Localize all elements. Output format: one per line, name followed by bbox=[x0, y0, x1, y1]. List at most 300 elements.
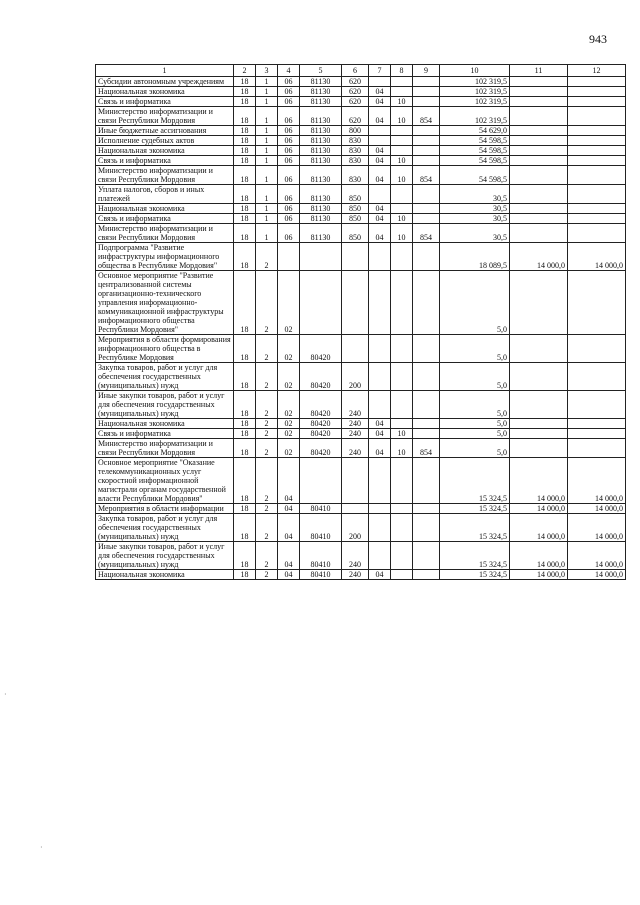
cell-name: Мероприятия в области формирования информационного общества в Республике Мордовия bbox=[96, 335, 234, 363]
cell-subsection bbox=[391, 391, 413, 419]
cell-ved: 18 bbox=[234, 87, 256, 97]
cell-direction: 80420 bbox=[300, 363, 342, 391]
cell-ved: 18 bbox=[234, 136, 256, 146]
cell-event: 06 bbox=[278, 126, 300, 136]
cell-subsection bbox=[391, 77, 413, 87]
cell-name: Министерство информатизации и связи Республики Мордовия bbox=[96, 107, 234, 126]
cell-section: 04 bbox=[369, 214, 391, 224]
cell-event: 02 bbox=[278, 419, 300, 429]
cell-name: Национальная экономика bbox=[96, 146, 234, 156]
cell-amount-year2 bbox=[510, 87, 568, 97]
cell-amount-year3: 14 000,0 bbox=[568, 243, 626, 271]
column-header: 2 bbox=[234, 65, 256, 77]
cell-amount-year1: 54 598,5 bbox=[440, 166, 510, 185]
cell-expense-type: 830 bbox=[342, 136, 369, 146]
cell-section: 04 bbox=[369, 429, 391, 439]
cell-event: 06 bbox=[278, 214, 300, 224]
cell-name: Основное мероприятие "Оказание телекоммуникационных услуг скоростной информационной магистрали органам государственной власти Республики Мордовия" bbox=[96, 458, 234, 504]
cell-amount-year3: 14 000,0 bbox=[568, 542, 626, 570]
cell-section: 04 bbox=[369, 146, 391, 156]
cell-amount-year1: 5,0 bbox=[440, 419, 510, 429]
cell-amount-year3 bbox=[568, 185, 626, 204]
cell-expense-type: 240 bbox=[342, 542, 369, 570]
cell-section bbox=[369, 458, 391, 504]
cell-amount-year3 bbox=[568, 87, 626, 97]
cell-expense-type: 240 bbox=[342, 439, 369, 458]
cell-event: 02 bbox=[278, 429, 300, 439]
cell-subprogram: 1 bbox=[256, 166, 278, 185]
table-row bbox=[96, 458, 626, 504]
table-row bbox=[96, 166, 626, 185]
cell-expense-type: 850 bbox=[342, 204, 369, 214]
cell-amount-year1: 102 319,5 bbox=[440, 97, 510, 107]
cell-ministry-code bbox=[413, 204, 440, 214]
cell-amount-year2 bbox=[510, 107, 568, 126]
cell-subsection bbox=[391, 126, 413, 136]
cell-section: 04 bbox=[369, 204, 391, 214]
cell-ved: 18 bbox=[234, 363, 256, 391]
cell-amount-year1: 5,0 bbox=[440, 335, 510, 363]
cell-section: 04 bbox=[369, 224, 391, 243]
cell-subsection bbox=[391, 458, 413, 504]
cell-ministry-code bbox=[413, 419, 440, 429]
cell-subsection: 10 bbox=[391, 97, 413, 107]
cell-ved: 18 bbox=[234, 204, 256, 214]
table-row bbox=[96, 185, 626, 204]
column-header: 1 bbox=[96, 65, 234, 77]
cell-direction: 80410 bbox=[300, 514, 342, 542]
table-row bbox=[96, 271, 626, 335]
cell-event: 04 bbox=[278, 514, 300, 542]
cell-amount-year1: 15 324,5 bbox=[440, 514, 510, 542]
cell-subprogram: 2 bbox=[256, 542, 278, 570]
cell-ministry-code bbox=[413, 271, 440, 335]
cell-amount-year2 bbox=[510, 126, 568, 136]
cell-direction: 80420 bbox=[300, 439, 342, 458]
cell-amount-year1: 54 598,5 bbox=[440, 156, 510, 166]
cell-ved: 18 bbox=[234, 126, 256, 136]
cell-direction: 81130 bbox=[300, 214, 342, 224]
cell-expense-type bbox=[342, 335, 369, 363]
cell-direction bbox=[300, 243, 342, 271]
cell-amount-year1: 5,0 bbox=[440, 439, 510, 458]
cell-amount-year3: 14 000,0 bbox=[568, 570, 626, 580]
cell-subsection: 10 bbox=[391, 107, 413, 126]
cell-subsection bbox=[391, 185, 413, 204]
cell-section: 04 bbox=[369, 156, 391, 166]
cell-amount-year1: 15 324,5 bbox=[440, 570, 510, 580]
cell-subprogram: 2 bbox=[256, 335, 278, 363]
cell-ved: 18 bbox=[234, 156, 256, 166]
cell-amount-year2: 14 000,0 bbox=[510, 458, 568, 504]
cell-expense-type: 620 bbox=[342, 107, 369, 126]
cell-amount-year1: 5,0 bbox=[440, 429, 510, 439]
cell-subprogram: 2 bbox=[256, 419, 278, 429]
table-row bbox=[96, 136, 626, 146]
cell-expense-type: 240 bbox=[342, 429, 369, 439]
cell-section: 04 bbox=[369, 419, 391, 429]
table-row bbox=[96, 146, 626, 156]
cell-direction: 80410 bbox=[300, 570, 342, 580]
cell-name: Министерство информатизации и связи Республики Мордовия bbox=[96, 224, 234, 243]
cell-name: Национальная экономика bbox=[96, 419, 234, 429]
cell-ministry-code bbox=[413, 514, 440, 542]
cell-ved: 18 bbox=[234, 335, 256, 363]
cell-direction: 81130 bbox=[300, 146, 342, 156]
cell-ved: 18 bbox=[234, 514, 256, 542]
cell-section bbox=[369, 185, 391, 204]
cell-name: Национальная экономика bbox=[96, 204, 234, 214]
cell-expense-type: 620 bbox=[342, 97, 369, 107]
cell-subprogram: 1 bbox=[256, 107, 278, 126]
cell-expense-type bbox=[342, 271, 369, 335]
cell-name: Закупка товаров, работ и услуг для обеспечения государственных (муниципальных) нужд bbox=[96, 514, 234, 542]
cell-expense-type: 850 bbox=[342, 224, 369, 243]
cell-amount-year2: 14 000,0 bbox=[510, 504, 568, 514]
cell-subsection: 10 bbox=[391, 439, 413, 458]
cell-event: 02 bbox=[278, 271, 300, 335]
cell-expense-type: 800 bbox=[342, 126, 369, 136]
cell-expense-type: 850 bbox=[342, 214, 369, 224]
cell-ministry-code bbox=[413, 87, 440, 97]
table-row bbox=[96, 214, 626, 224]
cell-subsection: 10 bbox=[391, 156, 413, 166]
cell-section bbox=[369, 126, 391, 136]
cell-event: 04 bbox=[278, 570, 300, 580]
cell-subsection bbox=[391, 146, 413, 156]
cell-direction: 81130 bbox=[300, 97, 342, 107]
cell-direction: 81130 bbox=[300, 126, 342, 136]
column-header: 12 bbox=[568, 65, 626, 77]
cell-subprogram: 1 bbox=[256, 156, 278, 166]
cell-expense-type: 620 bbox=[342, 87, 369, 97]
cell-amount-year3 bbox=[568, 363, 626, 391]
cell-subsection bbox=[391, 204, 413, 214]
cell-ministry-code bbox=[413, 146, 440, 156]
margin-mark: · bbox=[4, 690, 7, 699]
cell-amount-year2: 14 000,0 bbox=[510, 243, 568, 271]
cell-event: 06 bbox=[278, 107, 300, 126]
cell-subprogram: 2 bbox=[256, 458, 278, 504]
cell-amount-year1: 15 324,5 bbox=[440, 504, 510, 514]
cell-section: 04 bbox=[369, 166, 391, 185]
cell-name: Национальная экономика bbox=[96, 87, 234, 97]
cell-subprogram: 2 bbox=[256, 504, 278, 514]
cell-ministry-code bbox=[413, 185, 440, 204]
cell-amount-year2 bbox=[510, 429, 568, 439]
table-row bbox=[96, 504, 626, 514]
cell-expense-type bbox=[342, 504, 369, 514]
cell-ministry-code bbox=[413, 243, 440, 271]
cell-section: 04 bbox=[369, 439, 391, 458]
cell-direction bbox=[300, 271, 342, 335]
cell-subprogram: 2 bbox=[256, 391, 278, 419]
cell-amount-year2 bbox=[510, 391, 568, 419]
cell-expense-type: 240 bbox=[342, 419, 369, 429]
cell-event: 04 bbox=[278, 504, 300, 514]
cell-event: 06 bbox=[278, 146, 300, 156]
cell-direction: 80420 bbox=[300, 335, 342, 363]
cell-ministry-code bbox=[413, 136, 440, 146]
cell-name: Национальная экономика bbox=[96, 570, 234, 580]
cell-name: Закупка товаров, работ и услуг для обеспечения государственных (муниципальных) нужд bbox=[96, 363, 234, 391]
page-number: 943 bbox=[589, 32, 607, 46]
cell-ved: 18 bbox=[234, 107, 256, 126]
cell-ministry-code bbox=[413, 542, 440, 570]
table-row bbox=[96, 419, 626, 429]
cell-amount-year3 bbox=[568, 429, 626, 439]
cell-amount-year2 bbox=[510, 224, 568, 243]
cell-subprogram: 1 bbox=[256, 214, 278, 224]
cell-ministry-code: 854 bbox=[413, 224, 440, 243]
cell-event: 02 bbox=[278, 335, 300, 363]
cell-name: Основное мероприятие "Развитие централизованной системы организационно-технического управления информационно-коммуникационной инфраструктуры информационного общества Республики Мордовия" bbox=[96, 271, 234, 335]
cell-subsection: 10 bbox=[391, 224, 413, 243]
cell-amount-year3 bbox=[568, 166, 626, 185]
cell-ved: 18 bbox=[234, 542, 256, 570]
cell-subsection bbox=[391, 504, 413, 514]
cell-expense-type: 830 bbox=[342, 156, 369, 166]
table-row bbox=[96, 570, 626, 580]
cell-amount-year1: 5,0 bbox=[440, 363, 510, 391]
table-row bbox=[96, 77, 626, 87]
cell-amount-year2: 14 000,0 bbox=[510, 514, 568, 542]
cell-direction bbox=[300, 458, 342, 504]
cell-amount-year1: 54 629,0 bbox=[440, 126, 510, 136]
cell-name: Министерство информатизации и связи Республики Мордовия bbox=[96, 439, 234, 458]
cell-amount-year1: 54 598,5 bbox=[440, 136, 510, 146]
cell-amount-year3 bbox=[568, 224, 626, 243]
cell-expense-type: 200 bbox=[342, 514, 369, 542]
cell-name: Иные бюджетные ассигнования bbox=[96, 126, 234, 136]
table-row bbox=[96, 204, 626, 214]
table-row bbox=[96, 126, 626, 136]
cell-direction: 81130 bbox=[300, 136, 342, 146]
cell-amount-year2 bbox=[510, 271, 568, 335]
cell-amount-year1: 15 324,5 bbox=[440, 542, 510, 570]
cell-ved: 18 bbox=[234, 77, 256, 87]
cell-ministry-code bbox=[413, 429, 440, 439]
cell-amount-year2 bbox=[510, 166, 568, 185]
cell-subprogram: 2 bbox=[256, 363, 278, 391]
cell-amount-year2 bbox=[510, 214, 568, 224]
cell-ved: 18 bbox=[234, 429, 256, 439]
cell-expense-type bbox=[342, 458, 369, 504]
cell-amount-year3: 14 000,0 bbox=[568, 514, 626, 542]
cell-ved: 18 bbox=[234, 391, 256, 419]
cell-amount-year3 bbox=[568, 136, 626, 146]
cell-expense-type: 850 bbox=[342, 185, 369, 204]
cell-ved: 18 bbox=[234, 166, 256, 185]
cell-amount-year3 bbox=[568, 214, 626, 224]
cell-amount-year3: 14 000,0 bbox=[568, 458, 626, 504]
cell-event: 04 bbox=[278, 542, 300, 570]
table-row bbox=[96, 429, 626, 439]
cell-ministry-code bbox=[413, 504, 440, 514]
column-header: 7 bbox=[369, 65, 391, 77]
cell-section bbox=[369, 542, 391, 570]
cell-amount-year1: 5,0 bbox=[440, 391, 510, 419]
cell-section bbox=[369, 243, 391, 271]
cell-amount-year1: 30,5 bbox=[440, 214, 510, 224]
cell-event: 06 bbox=[278, 97, 300, 107]
cell-ministry-code bbox=[413, 570, 440, 580]
cell-direction: 81130 bbox=[300, 107, 342, 126]
cell-name: Субсидии автономным учреждениям bbox=[96, 77, 234, 87]
cell-section bbox=[369, 136, 391, 146]
cell-name: Связь и информатика bbox=[96, 156, 234, 166]
cell-name: Уплата налогов, сборов и иных платежей bbox=[96, 185, 234, 204]
cell-ministry-code bbox=[413, 97, 440, 107]
cell-amount-year3 bbox=[568, 204, 626, 214]
cell-name: Министерство информатизации и связи Республики Мордовия bbox=[96, 166, 234, 185]
cell-subsection bbox=[391, 570, 413, 580]
column-header: 6 bbox=[342, 65, 369, 77]
column-header: 9 bbox=[413, 65, 440, 77]
cell-event: 02 bbox=[278, 391, 300, 419]
cell-section bbox=[369, 77, 391, 87]
cell-event: 06 bbox=[278, 185, 300, 204]
cell-subprogram: 1 bbox=[256, 224, 278, 243]
cell-ministry-code bbox=[413, 77, 440, 87]
table-row bbox=[96, 514, 626, 542]
cell-name: Исполнение судебных актов bbox=[96, 136, 234, 146]
cell-direction: 80420 bbox=[300, 391, 342, 419]
cell-ministry-code: 854 bbox=[413, 107, 440, 126]
table-row bbox=[96, 243, 626, 271]
table-row bbox=[96, 97, 626, 107]
cell-amount-year3 bbox=[568, 97, 626, 107]
cell-amount-year2 bbox=[510, 77, 568, 87]
cell-event: 06 bbox=[278, 166, 300, 185]
cell-event: 04 bbox=[278, 458, 300, 504]
cell-section: 04 bbox=[369, 570, 391, 580]
cell-amount-year1: 102 319,5 bbox=[440, 87, 510, 97]
table-row bbox=[96, 87, 626, 97]
cell-direction: 81130 bbox=[300, 156, 342, 166]
column-header: 4 bbox=[278, 65, 300, 77]
cell-ved: 18 bbox=[234, 570, 256, 580]
cell-direction: 81130 bbox=[300, 204, 342, 214]
cell-subprogram: 2 bbox=[256, 429, 278, 439]
cell-ministry-code bbox=[413, 335, 440, 363]
cell-amount-year2 bbox=[510, 146, 568, 156]
cell-amount-year3 bbox=[568, 335, 626, 363]
cell-amount-year3 bbox=[568, 439, 626, 458]
table-row bbox=[96, 363, 626, 391]
cell-amount-year1: 15 324,5 bbox=[440, 458, 510, 504]
cell-event: 06 bbox=[278, 77, 300, 87]
cell-subsection: 10 bbox=[391, 166, 413, 185]
cell-subprogram: 1 bbox=[256, 146, 278, 156]
cell-ved: 18 bbox=[234, 458, 256, 504]
cell-subprogram: 1 bbox=[256, 126, 278, 136]
cell-subprogram: 1 bbox=[256, 77, 278, 87]
cell-name: Иные закупки товаров, работ и услуг для обеспечения государственных (муниципальных) нужд bbox=[96, 542, 234, 570]
budget-table bbox=[95, 64, 626, 580]
cell-amount-year2 bbox=[510, 419, 568, 429]
cell-direction: 80410 bbox=[300, 542, 342, 570]
cell-amount-year2 bbox=[510, 156, 568, 166]
cell-event: 06 bbox=[278, 87, 300, 97]
cell-direction: 80420 bbox=[300, 429, 342, 439]
cell-amount-year2 bbox=[510, 97, 568, 107]
cell-ministry-code bbox=[413, 391, 440, 419]
cell-event: 06 bbox=[278, 204, 300, 214]
cell-amount-year2 bbox=[510, 335, 568, 363]
cell-ved: 18 bbox=[234, 243, 256, 271]
cell-subsection bbox=[391, 271, 413, 335]
cell-expense-type: 620 bbox=[342, 77, 369, 87]
cell-amount-year3 bbox=[568, 156, 626, 166]
cell-section bbox=[369, 363, 391, 391]
cell-section bbox=[369, 391, 391, 419]
cell-event: 06 bbox=[278, 224, 300, 243]
cell-name: Связь и информатика bbox=[96, 97, 234, 107]
cell-amount-year1: 102 319,5 bbox=[440, 77, 510, 87]
cell-ved: 18 bbox=[234, 439, 256, 458]
cell-amount-year3 bbox=[568, 77, 626, 87]
cell-ministry-code bbox=[413, 458, 440, 504]
cell-subsection bbox=[391, 136, 413, 146]
cell-amount-year2 bbox=[510, 185, 568, 204]
cell-section: 04 bbox=[369, 87, 391, 97]
cell-direction: 81130 bbox=[300, 224, 342, 243]
cell-section bbox=[369, 271, 391, 335]
cell-subsection bbox=[391, 335, 413, 363]
cell-amount-year3 bbox=[568, 107, 626, 126]
cell-subprogram: 1 bbox=[256, 87, 278, 97]
cell-subsection bbox=[391, 419, 413, 429]
cell-subsection: 10 bbox=[391, 214, 413, 224]
cell-section: 04 bbox=[369, 107, 391, 126]
cell-name: Подпрограмма "Развитие инфраструктуры информационного общества в Республике Мордовия" bbox=[96, 243, 234, 271]
cell-amount-year2 bbox=[510, 204, 568, 214]
cell-subsection bbox=[391, 542, 413, 570]
cell-direction: 80420 bbox=[300, 419, 342, 429]
cell-subprogram: 1 bbox=[256, 185, 278, 204]
cell-section bbox=[369, 514, 391, 542]
cell-section bbox=[369, 504, 391, 514]
cell-amount-year1: 5,0 bbox=[440, 271, 510, 335]
cell-amount-year1: 30,5 bbox=[440, 224, 510, 243]
cell-expense-type: 200 bbox=[342, 363, 369, 391]
cell-expense-type: 240 bbox=[342, 391, 369, 419]
cell-event: 02 bbox=[278, 439, 300, 458]
table-row bbox=[96, 542, 626, 570]
table-row bbox=[96, 224, 626, 243]
cell-ved: 18 bbox=[234, 185, 256, 204]
cell-subsection bbox=[391, 243, 413, 271]
cell-direction: 81130 bbox=[300, 166, 342, 185]
cell-subprogram: 1 bbox=[256, 97, 278, 107]
cell-amount-year3 bbox=[568, 126, 626, 136]
cell-name: Связь и информатика bbox=[96, 214, 234, 224]
cell-subprogram: 1 bbox=[256, 204, 278, 214]
cell-amount-year3 bbox=[568, 271, 626, 335]
cell-name: Мероприятия в области информации bbox=[96, 504, 234, 514]
cell-direction: 80410 bbox=[300, 504, 342, 514]
cell-amount-year2 bbox=[510, 136, 568, 146]
cell-amount-year1: 102 319,5 bbox=[440, 107, 510, 126]
cell-expense-type: 240 bbox=[342, 570, 369, 580]
cell-amount-year1: 54 598,5 bbox=[440, 146, 510, 156]
cell-ministry-code bbox=[413, 156, 440, 166]
cell-event: 02 bbox=[278, 363, 300, 391]
cell-ved: 18 bbox=[234, 224, 256, 243]
cell-amount-year3: 14 000,0 bbox=[568, 504, 626, 514]
cell-event: 06 bbox=[278, 156, 300, 166]
